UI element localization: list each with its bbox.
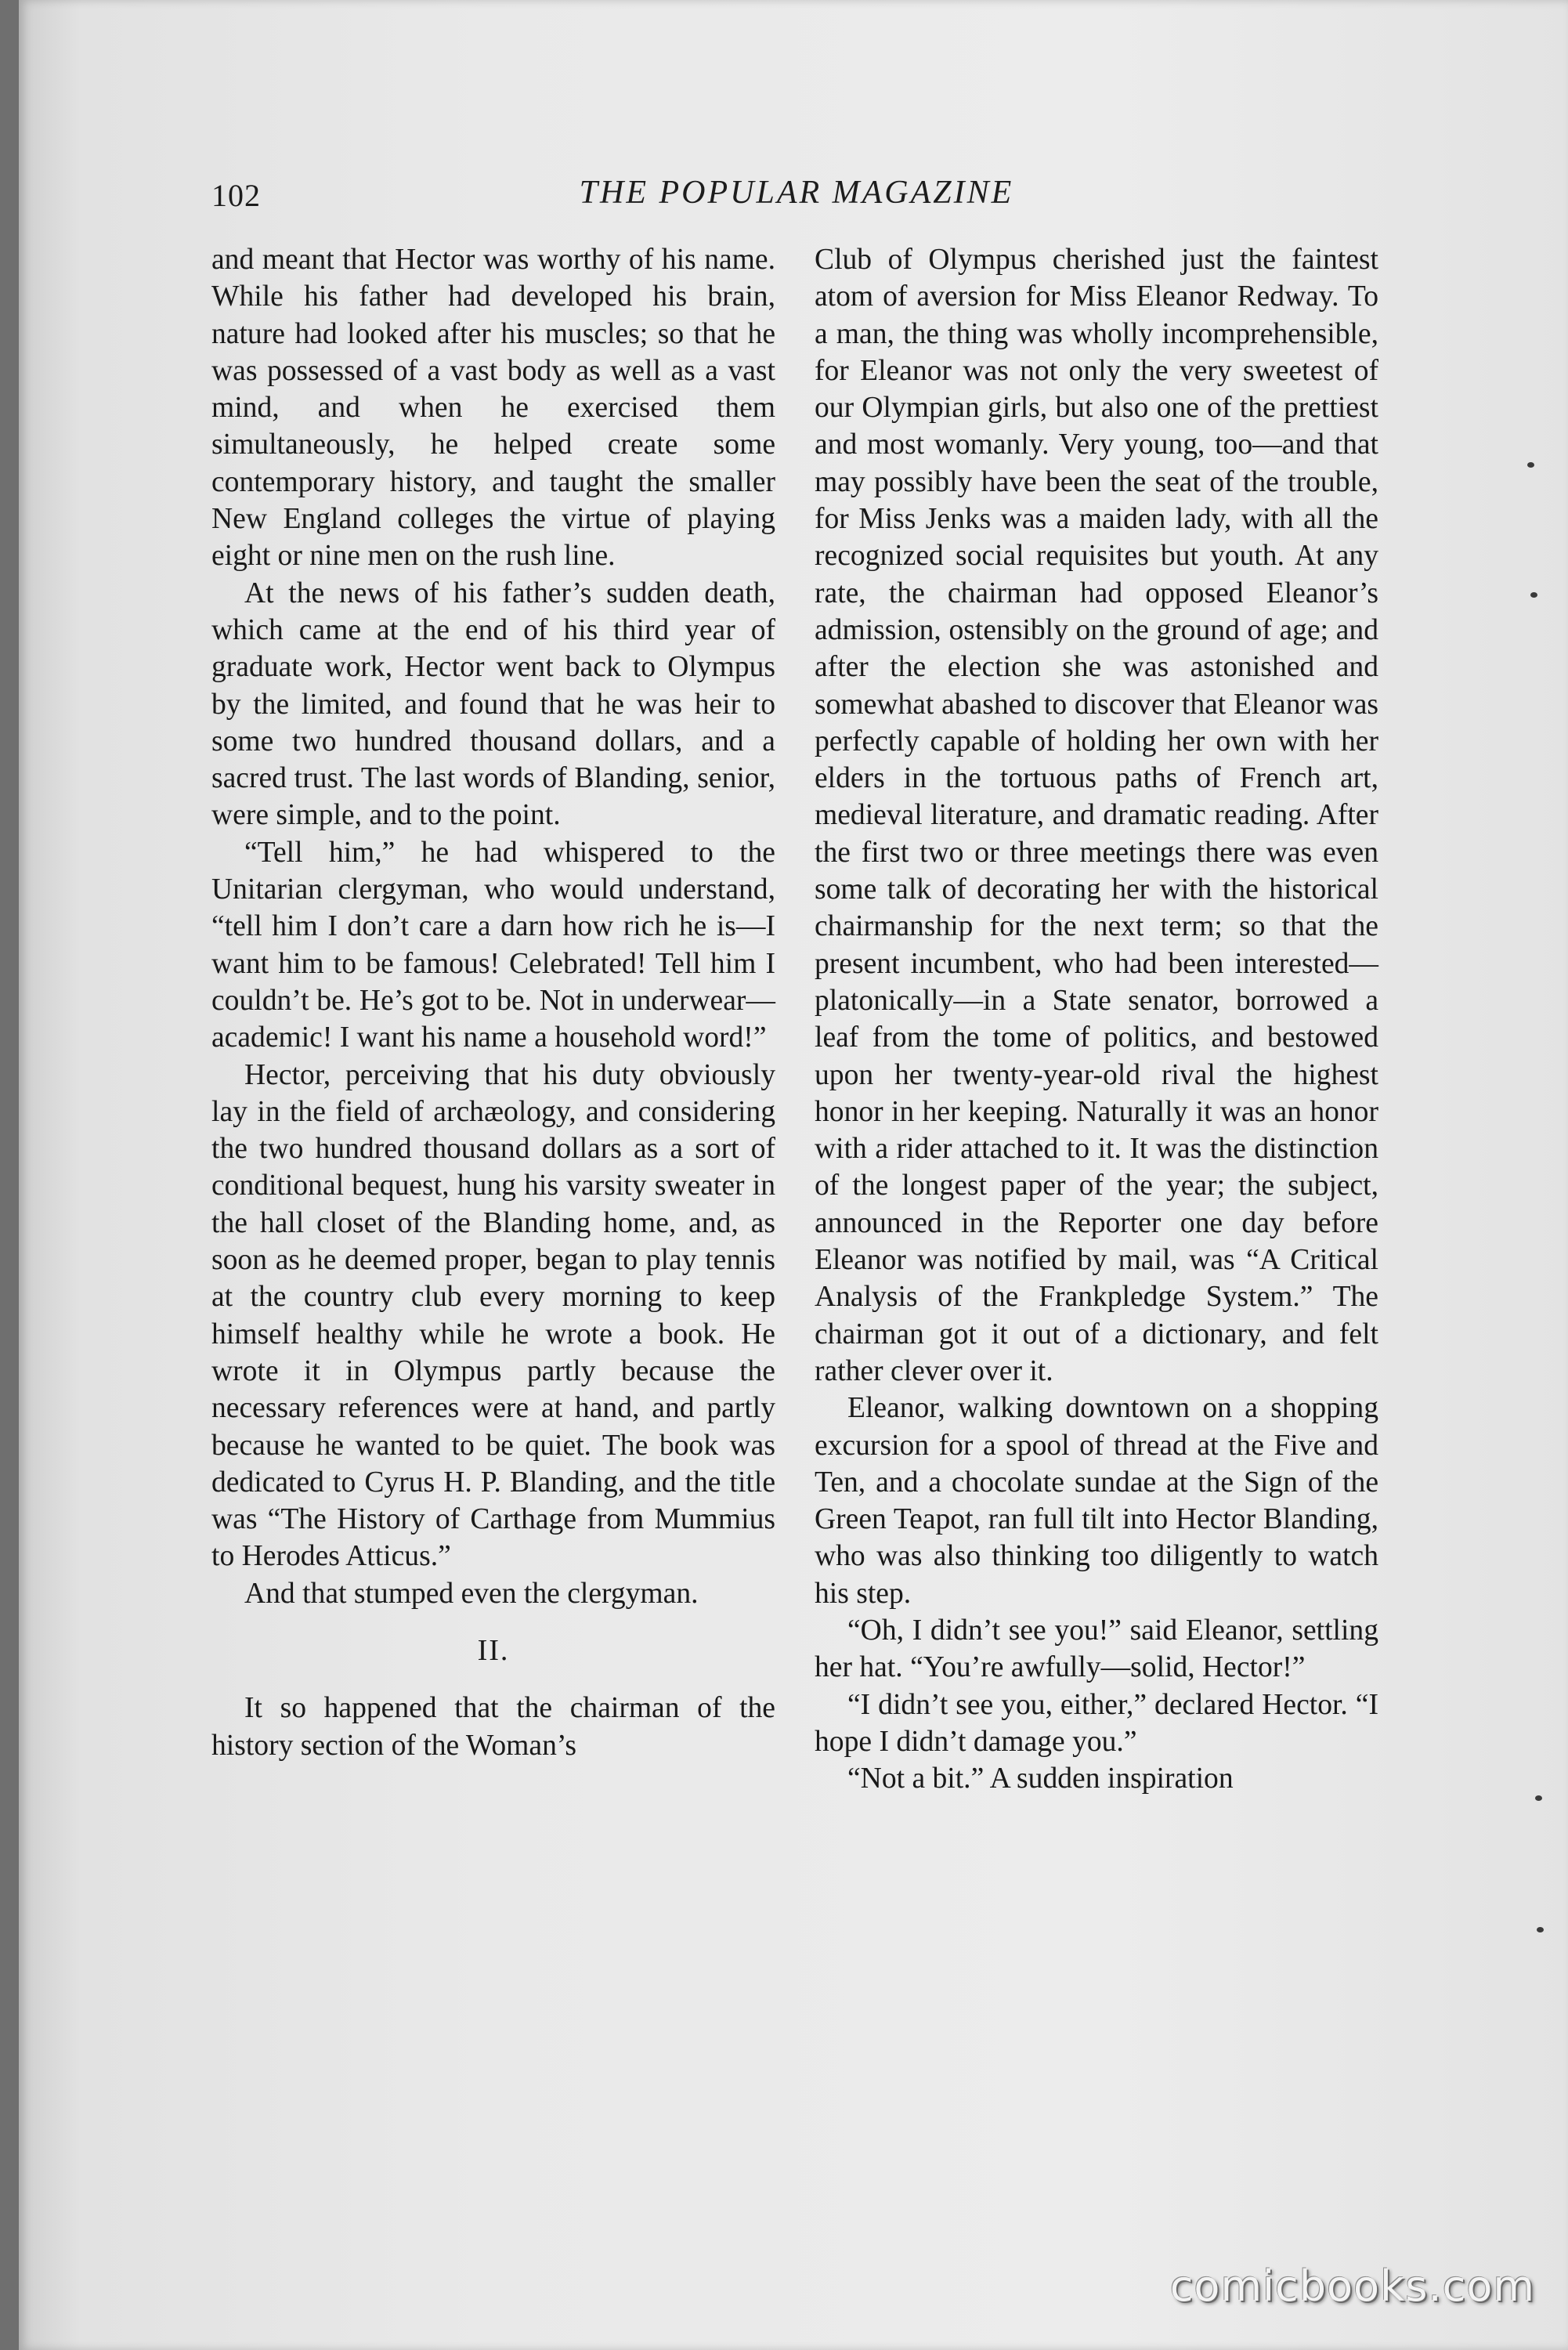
paragraph: “Not a bit.” A sudden inspiration	[847, 1762, 1234, 1795]
paper-speck	[1535, 1795, 1542, 1801]
running-title: THE POPULAR MAGAZINE	[579, 175, 1014, 211]
paragraph: At the news of his father’s sudden death, which came at the end of his third year of graduate work, Hector went back to Olympus by the limited, and found that he was heir to some two hundred thousand dollars, and a sacred trust. The last words of Blanding, senior, were simple, and to the point.	[211, 577, 775, 832]
magazine-page	[19, 0, 1568, 2350]
right-column	[815, 241, 1378, 1797]
page-header	[211, 174, 1382, 221]
paragraph: “I didn’t see you, either,” declared Hector. “I hope I didn’t damage you.”	[815, 1688, 1378, 1758]
paragraph: “Oh, I didn’t see you!” said Eleanor, settling her hat. “You’re awfully—solid, Hector!”	[815, 1614, 1378, 1684]
paragraph: Eleanor, walking downtown on a shopping excursion for a spool of thread at the Five and Ten, and a chocolate sundae at the Sign of the Green Teapot, ran full tilt into Hector Blanding, who was also thinking too diligently to watch his step.	[815, 1392, 1378, 1610]
paper-speck	[1530, 592, 1537, 598]
paper-speck	[1537, 1927, 1544, 1932]
watermark: comicbooks.com	[1169, 2261, 1535, 2311]
paragraph: It so happened that the chairman of the history section of the Woman’s	[211, 1692, 775, 1762]
left-column	[211, 241, 775, 1764]
section-heading: II.	[477, 1633, 510, 1667]
paragraph: Hector, perceiving that his duty obviously lay in the field of archæology, and considering the two hundred thousand dollars as a sort of conditional bequest, hung his varsity sweater in the hall closet of the Blanding home, and, as soon as he deemed proper, began to play tennis at the country club every morning to keep himself healthy while he wrote a book. He wrote it in Olympus partly because the necessary references were at hand, and partly because he wanted to be quiet. The book was dedicated to Cyrus H. P. Blanding, and the title was “The History of Carthage from Mummius to Herodes Atticus.”	[211, 1058, 775, 1573]
paragraph: “Tell him,” he had whispered to the Unitarian clergyman, who would understand, “tell him I don’t care a darn how rich he is—I want him to be famous! Celebrated! Tell him I couldn’t be. He’s got to be. Not in underwear—academic! I want his name a household word!”	[211, 836, 775, 1054]
paragraph: Club of Olympus cherished just the faintest atom of aversion for Miss Eleanor Redway. To a man, the thing was wholly incomprehensible, for Eleanor was not only the very sweetest of our Olympian girls, but also one of the prettiest and most womanly. Very young, too—and that may possibly have been the seat of the trouble, for Miss Jenks was a maiden lady, with all the recognized social requisites but youth. At any rate, the chairman had opposed Eleanor’s admission, ostensibly on the ground of age; and after the election she was astonished and somewhat abashed to discover that Eleanor was perfectly capable of holding her own with her elders in the tortuous paths of French art, medieval literature, and dramatic reading. After the first two or three meetings there was even some talk of decorating her with the historical chairmanship for the next term; so that the present incumbent, who had been interested—platonically—in a State senator, borrowed a leaf from the tome of politics, and bestowed upon her twenty-year-old rival the highest honor in her keeping. Naturally it was an honor with a rider attached to it. It was the distinction of the longest paper of the year; the subject, announced in the Reporter one day before Eleanor was notified by mail, was “A Critical Analysis of the Frankpledge System.” The chairman got it out of a dictionary, and felt rather clever over it.	[815, 244, 1378, 1387]
paragraph: And that stumped even the clergyman.	[244, 1577, 699, 1610]
paragraph: and meant that Hector was worthy of his name. While his father had developed his brain, nature had looked after his muscles; so that he was possessed of a vast body as well as a vast mind, and when he exercised them simultaneously, he helped create some contemporary history, and taught the smaller New England colleges the virtue of playing eight or nine men on the rush line.	[211, 244, 775, 573]
page-number: 102	[211, 178, 261, 213]
paper-speck	[1527, 462, 1534, 468]
